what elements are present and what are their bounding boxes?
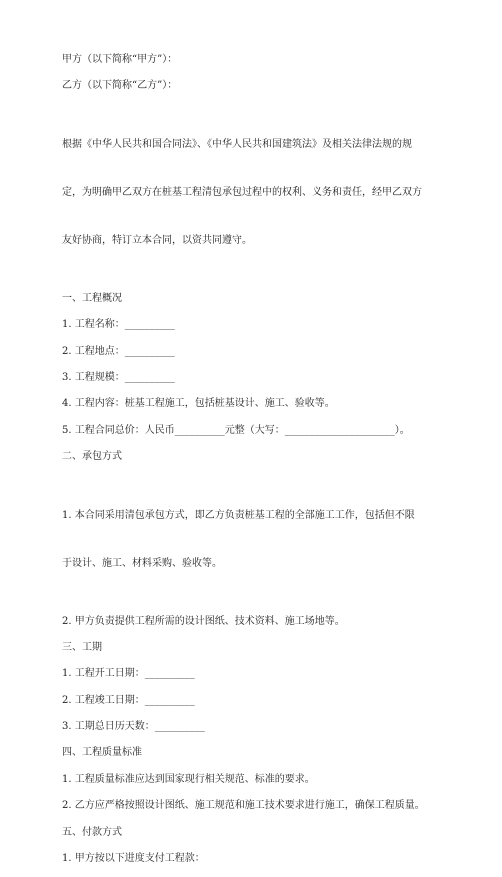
section4-item-1: 1. 工程质量标准应达到国家现行相关规范、标准的要求。 [62,773,315,785]
section2-item-1-line-2: 于设计、施工、材料采购、验收等。 [62,557,222,569]
section1-item-3: 3. 工程规模：__________ [62,371,175,383]
section5-item-1: 1. 甲方按以下进度支付工程款： [62,853,205,865]
intro-line-1: 根据《中华人民共和国合同法》、《中华人民共和国建筑法》及相关法律法规的规 [62,138,412,150]
intro-line-3: 友好协商，特订立本合同，以资共同遵守。 [62,234,252,246]
section2-item-1 [62,476,452,604]
section1-item-1: 1. 工程名称：__________ [62,319,175,331]
section4-item-2: 2. 乙方应严格按照设计图纸、施工规范和施工技术要求进行施工，确保工程质量。 [62,800,425,812]
section-title-2: 二、承包方式 [62,451,122,463]
intro-paragraph [62,105,452,281]
section1-item-2: 2. 工程地点：__________ [62,345,175,357]
party-b-line: 乙方（以下简称“乙方”）： [62,80,178,92]
section3-item-3: 3. 工期总日历天数：__________ [62,721,205,733]
intro-line-2: 定，为明确甲乙双方在桩基工程清包承包过程中的权利、义务和责任，经甲乙双方 [62,186,422,198]
section3-item-2: 2. 工程竣工日期：__________ [62,694,195,706]
section2-item-2: 2. 甲方负责提供工程所需的设计图纸、技术资料、施工场地等。 [62,615,345,627]
section-title-1: 一、工程概况 [62,292,122,304]
section3-item-1: 1. 工程开工日期：__________ [62,668,195,680]
contract-page [62,52,452,877]
section1-item-5: 5. 工程合同总价：人民币__________元整（大写：______________________）。 [62,424,410,436]
section1-item-4: 4. 工程内容：桩基工程施工，包括桩基设计、施工、验收等。 [62,398,335,410]
section2-item-1-line-1: 1. 本合同采用清包承包方式，即乙方负责桩基工程的全部施工工作，包括但不限 [62,509,415,521]
party-a-line: 甲方（以下简称“甲方”）： [62,54,178,65]
section-title-3: 三、工期 [62,641,102,653]
section-title-5: 五、付款方式 [62,826,122,838]
section-title-4: 四、工程质量标准 [62,747,142,759]
